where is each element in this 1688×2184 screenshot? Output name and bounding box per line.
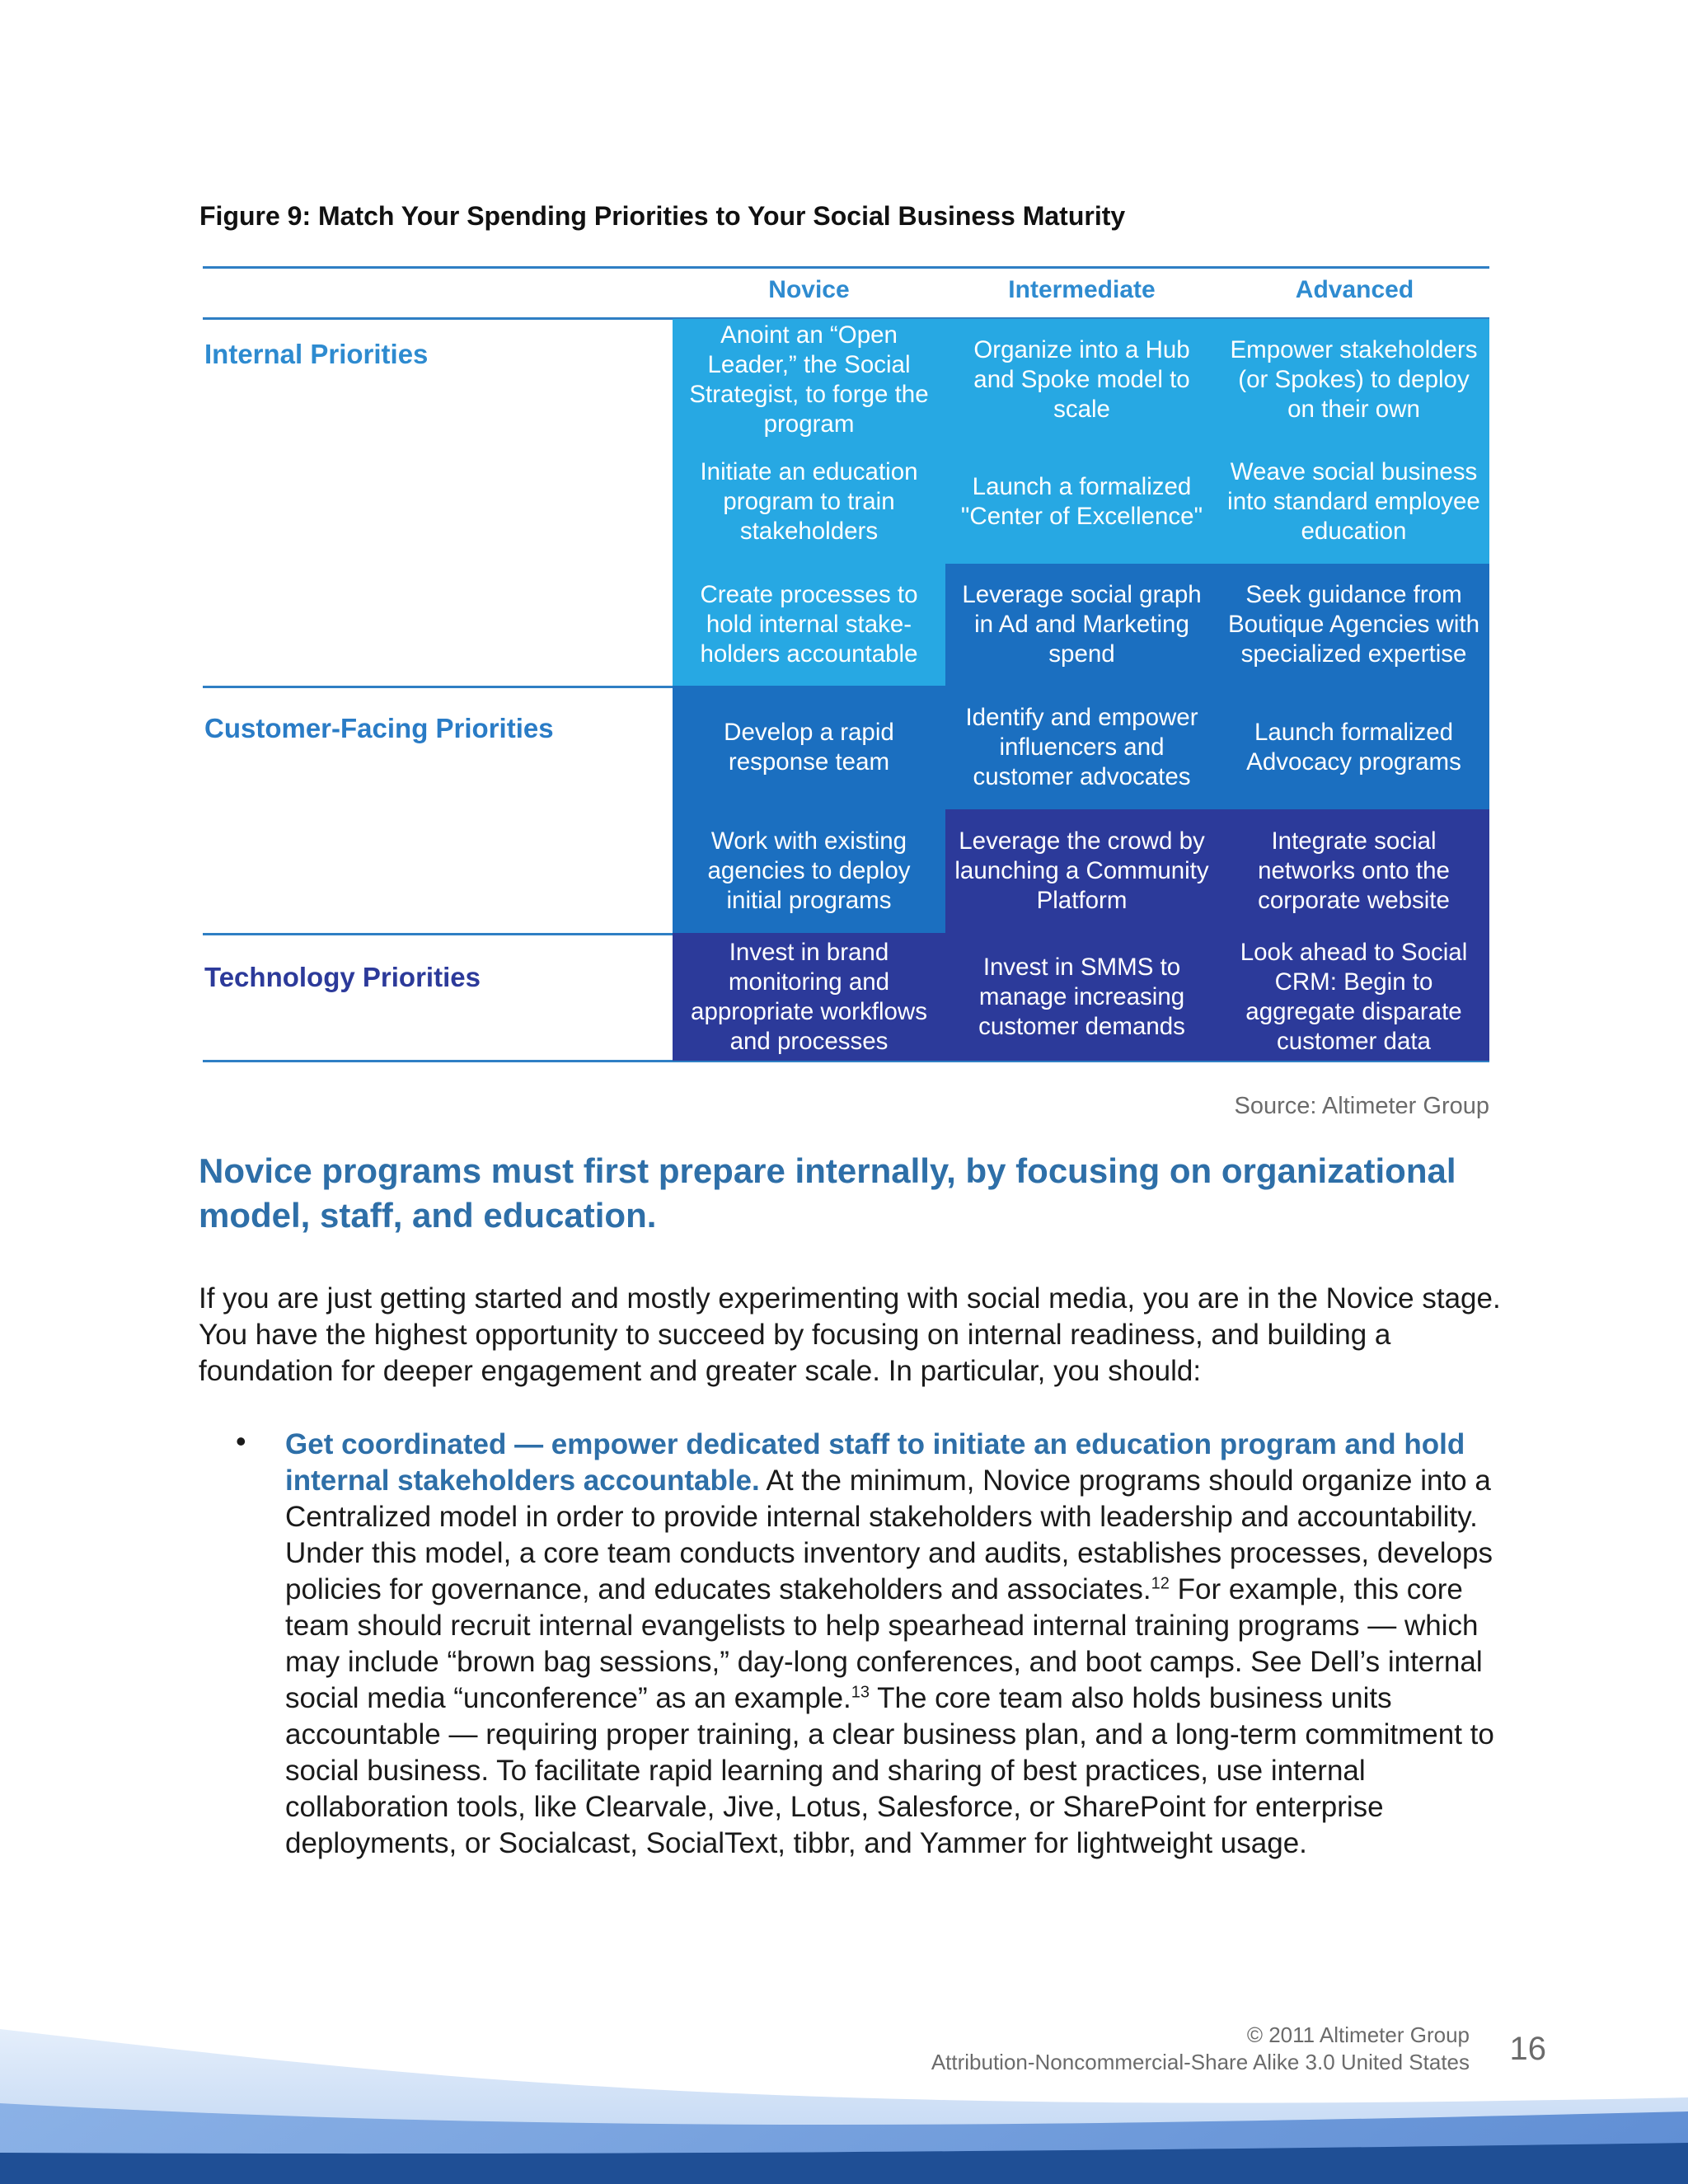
column-header-novice: Novice [768,276,850,303]
cell-intermediate-5: Leverage the crowd by launching a Community Platform [945,809,1218,933]
copyright-text: © 2011 Altimeter Group [1246,2022,1470,2047]
footnote-ref-12[interactable]: 12 [1151,1574,1170,1593]
page-number: 16 [1509,2031,1546,2067]
section-rule-customer [203,686,673,688]
bullet-marker: • [236,1424,246,1458]
section-rule-technology [203,933,673,935]
row-label-internal: Internal Priorities [204,339,429,369]
cell-intermediate-1: Organize into a Hub and Spoke model to scale [945,319,1218,440]
cell-advanced-2: Weave social business into standard employee education [1218,440,1489,564]
row-label-technology: Technology Priorities [204,962,481,992]
license-text: Attribution-Noncommercial-Share Alike 3.0 United States [931,2050,1470,2074]
cell-advanced-6: Look ahead to Social CRM: Begin to aggregate disparate customer data [1218,933,1489,1061]
cell-advanced-4: Launch formalized Advocacy programs [1218,686,1489,809]
footer-copyright [931,2022,1470,2076]
bullet-paragraph [285,1427,1497,1862]
column-header-intermediate: Intermediate [1008,276,1156,303]
cell-intermediate-6: Invest in SMMS to manage increasing customer demands [945,933,1218,1061]
priorities-matrix [203,266,1489,1062]
cell-novice-6: Invest in brand monitoring and appropriate workflows and processes [673,933,945,1061]
cell-advanced-3: Seek guidance from Boutique Agencies with specialized expertise [1218,564,1489,686]
cell-intermediate-2: Launch a formalized "Center of Excellence" [945,440,1218,564]
intro-paragraph: If you are just getting started and mostly experimenting with social media, you are in the Novice stage. You have the highest opportunity to succeed by focusing on internal readiness, and building a foundation for deeper engagement and greater scale. In particular, you should: [199,1282,1501,1387]
footnote-ref-13[interactable]: 13 [851,1683,870,1702]
cell-novice-5: Work with existing agencies to deploy initial programs [673,809,945,933]
figure-source: Source: Altimeter Group [1234,1093,1489,1119]
cell-novice-3: Create processes to hold internal stake-holders accountable [673,564,945,686]
cell-advanced-5: Integrate social networks onto the corporate website [1218,809,1489,933]
row-label-customer-facing: Customer-Facing Priorities [204,713,554,743]
bullet-lead: Get coordinated — empower dedicated staff to initiate an education program and hold internal stakeholders accountable. [285,1428,1465,1497]
bullet-text-a: At the minimum, Novice programs should organize into a Centralized model in order to provide internal stakeholders with leadership and accountability. Under this model, a core team conducts inventory and audits, establishes processes, develops policies for governance, and educates stakeholders and associates. [285,1465,1493,1605]
bullet-text-b: For example, this core team should recruit internal evangelists to help spearhead internal training programs — which may include “brown bag sessions,” day-long conferences, and boot camps. See Dell’s internal social media “unconference” as an example. [285,1573,1483,1714]
cell-intermediate-4: Identify and empower influencers and customer advocates [945,686,1218,809]
bullet-text-c: The core team also holds business units accountable — requiring proper training, a clear business plan, and a long-term commitment to social business. To facilitate rapid learning and sharing of best practices, use internal collaboration tools, like Clearvale, Jive, Lotus, Salesforce, or SharePoint for enterprise deployments, or Socialcast, SocialText, tibbr, and Yammer for lightweight usage. [285,1682,1494,1859]
cell-novice-4: Develop a rapid response team [673,686,945,809]
cell-novice-1: Anoint an “Open Leader,” the Social Strategist, to forge the program [673,319,945,440]
top-rule [203,266,1489,269]
cell-novice-2: Initiate an education program to train stakeholders [673,440,945,564]
figure-title: Figure 9: Match Your Spending Priorities to Your Social Business Maturity [199,201,1126,231]
section-heading: Novice programs must first prepare internally, by focusing on organizational model, staff, and education. [199,1151,1456,1235]
cell-intermediate-3: Leverage social graph in Ad and Marketing spend [945,564,1218,686]
cell-advanced-1: Empower stakeholders (or Spokes) to deploy on their own [1218,319,1489,440]
column-header-advanced: Advanced [1295,276,1414,303]
